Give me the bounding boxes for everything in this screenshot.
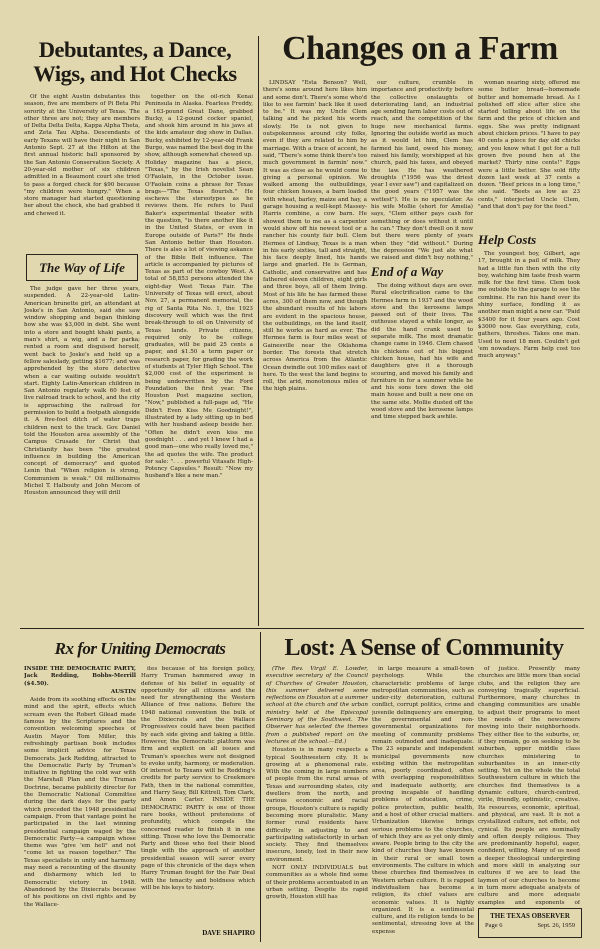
farm-text: The youngest boy, Gilbert, age 17, brought in a pail of milk. They had a little fun then with the city boy, watching him taste fresh warm milk for the first time. Clem took me outside to the garage to see the combine. He ran his hand over its shiny surface, fondling it as another man might a new car. "Paid $3400 for it four years ago. Cost $3000 now. Gas everything, cuts, gathers, threshes. Takes one man. Used to need 18 men. Couldn't get 'em nowadays. Farm help cost too much anyway." [478,251,580,360]
lost-intro: (The Rev. Virgil E. Lowder, executive secretary of the Council of Churches of Greater Houston, this summer delivered some reflections on Houston at a summer school at the church and the urban ministry held at the Episcopal Seminary of the Southwest. The Observer has selected the themes from a published report on the lectures at the school.—Ed.) [266,666,368,745]
footer-publication: THE TEXAS OBSERVER [490,912,570,920]
debutantes-headline: Debutantes, a Dance, Wigs, and Hot Checks [33,37,237,86]
debutantes-column-1 [24,94,140,250]
rx-column-2 [141,666,255,928]
section-divider-vertical-lower [260,632,261,942]
lost-not-only: NOT ONLY INDIVIDUALS but communities as a whole find some of their problems accentuated in an urban setting. Despite its rapid growth, Houston still has [266,865,368,901]
section-divider-vertical [258,36,259,626]
debutantes-column-2 [145,94,253,622]
rx-signature: DAVE SHAPIRO [202,930,255,937]
lost-column-2 [372,666,474,938]
debutantes-text: Of the eight Austin debutantes this season, five are members of Pi Beta Phi sorority at the University of Texas. The other three are not; they are members of Delta Delta Delta, Kappa Alpha Theta, and Zeta Tau Alpha. Descendants of early Texans will have their night in San Antonio Sept. 27 at the Hilton at the first annual historic ball sponsored by the San Antonio Conservation Society. A 20-year-old mother of six children admitted in a Beaumont court she tried to pass a forged check for $90 because "my children were hungry." When a store manager had started questioning her about the check, she had grabbed it and chewed it. [24,94,140,217]
rx-text: ites because of his foreign policy, Harry Truman hammered away in defense of his belief in equality of opportunity for all citizens and the need for strengthening the Western Alliance of free nations. Before the 1948 national convention the bulk of the Dixiecrats and the Wallace Progressives could have been pacified by each side giving and taking a little. However, the Democratic platform was firm and explicit on all issues and Truman's speeches were not designed to evoke unity, harmony, or moderation. Of interest to Texans will be Redding's credits for party service to Creekmore Fath, then in the national committee, and Harry Seay, Bill Kittrell, Tom Clark, and Amon Carter. INSIDE THE DEMOCRATIC PARTY is one of those rare books, without pretensions of profundity, which compels the concerned reader to finish it in one sitting. Those who love the Democratic Party and those who feel their blood tingle with the approach of another presidential season will savor every page of this chronicle of the days when Harry Truman fought for the Fair Deal with the tenacity and boldness which will be his keys to history. [141,666,255,891]
rx-dateline: AUSTIN [110,688,136,695]
farm-text: The doing without days are over. Rural electrification came to the Hermes farm in 1937 and the wood stove and the kerosene lamps passed out of their lives. The outhouse stayed a while longer, as did the hand crank used to separate milk. The most dramatic change came in 1946. Clem chased his chickens out of his biggest chicken house, had his wife and daughters give it a thorough scouring, and moved his family and furniture in for a summer while he and his sons tore down the old main house and built a new one on the same site. Mollie dusted off the wood stove and the kerosene lamps and time stepped back awhile. [371,283,473,421]
lost-column-3 [478,666,580,906]
debutantes-column-1b [24,286,140,622]
footer-box [478,908,582,938]
rx-byline: INSIDE THE DEMOCRATIC PARTY, Jack Redding, Bobbs-Merrill ($4.50). [24,666,136,687]
farm-column-3 [478,80,580,228]
lost-headline: Lost: A Sense of Community [284,635,564,661]
way-of-life-box [26,254,138,281]
footer-date: Sept. 26, 1959 [537,922,575,929]
farm-column-2 [371,80,473,260]
footer-page: Page 6 [485,922,503,929]
farm-text: LINDSAY "Esta Benson? Well, there's some around here likes him and some don't. There's some who'd like to see farmin' back like it used to be." It was my Uncle Clem talking and he picked his words slowly. He is not given to outspokenness around city folks, even if they are related to him by marriage. With a trace of accent, he said, "There's some think there's too much government in farmin' now." It was as close as he would come to giving a personal opinion. We walked among the outbuildings, four chicken houses, a barn loaded with wheat, barley, maize and hay, a garage housing a well-kept Massey-Harris combine, a cow barn. He showed them to me as a carpenter would show off his newest tool or a rancher his county fair bull. Clem Hermes of Lindsay, Texas is a man in his early sixties, tall and straight, his face deeply lined, his hands large and gnarled. He is German, Catholic, and conservative and has fathered eleven children, eight girls and three boys, all of them living. Most of his life he has farmed these acres, 300 of them now, and though the abundant results of his labors are evident in the spacious house, the outbuildings, on the land itself, still he works as hard as ever. The Hermes farm is four miles west of Gainesville near the Oklahoma border. The forests that stretch across America from the Atlantic Ocean dwindle out 100 miles east of here. To the west the land begins to roll, the arid, monotonous miles of the high plains. [263,80,367,393]
farm-headline: Changes on a Farm [282,30,558,67]
farm-text: our culture, crumble in importance and productivity before the collective onslaughts of deteriorating land, an industrial age sending farm labor costs out of reach, and the competition of the huge new mechanical farms. Ignoring the outside world as much as it would let him, Clem has farmed his land, owed his money, raised his family, worshipped at his church, paid his taxes, and obeyed the law. He has weathered droughts ("1956 was the driest year I ever saw") and capitalized on the good years ("1957 was the wettest"). He is no speculator. As his wife Mollie (short for Amelia) says, "Clem either pays cash for something or does without it until he can." They don't dwell on it now but there were plenty of years when they "did without." During the depression "We just ate what we raised and didn't buy nothing," [371,80,473,260]
rx-text: Aside from its soothing effects on the mind and the spirit, effects which scream even the Robert Gilead made famous by the Scriptures and the convention welcoming speeches of Austin Mayor Tom Miller, this refreshingly partisan book includes some implicit advice for Texas Democrats. Jack Redding, attracted to the Democratic Party by Truman's initiative in fighting the cold war with the Marshall Plan and the Truman Doctrine, became publicity director for the Democratic National Committee during the dark days for the party which preceded the 1948 presidential campaign. From that vantage point he participated in the last winning presidential campaign waged by the Democratic Party—a campaign whose theme was "give 'em hell" and not "come let us reason together." The Texas specialists in unity and harmony may need a recounting of the disunity and disharmony which led to Democratic victory in 1948. Abandoned by the Dixiecrats because of his positions on civil rights and by the Wallace- [24,697,136,908]
lost-text: in large measure a small-town psychology. While the characteristic problems of large metropolitan communities, such as under-city deterioration, cultural conflict, corrupt politics, crime and juvenile delinquency are emerging, the governmental and non-governmental organizations for meeting of community problems remain outmoded and inadequate. The 23 separate and independent municipal governments now existing within the metropolitan area, poorly coordinated, often with overlapping responsibilities and inadequate authority, are proving incapable of handling problems of education, crime, police protection, public health, and a host of other crucial matters. Urbanization likewise brings serious problems to the churches, of which they are as yet only dimly aware. People bring to the city the kind of churches they have known in their rural or small town environments. The culture in which these churches find themselves in Western urban culture. It is rapped individualism has become a religion, its chief values are economic values. It is highly organized. It is a sentimental culture, and its religion tends to be sentimental, stressing love at the expense [372,666,474,935]
lost-text: of justice. Presently many churches are little more than social clubs, and the religion they are conveying tragically superficial. Furthermore, many churches in changing communities are unable to adjust their programs to meet the needs of the newcomers moving into their neighborhoods. They either flee to the suburbs, or, if they remain, go on seeking to be suburban, upper middle class churches ministering to suburbanites in an inner-city setting. Yet on the whole the total Southwestern culture in which the churches find themselves is a dynamic culture, church-centred, virile, friendly, optimistic, creative. Its resources, economic, spiritual, and physical, are vast. It is not a crystallized culture, not effete, not cynical. Its people are nominally and often deeply religious. They are predominantly hopeful, eager, confident, willing. Many of us need a deeper theological undergirding and more skill in analyzing our cultures if we are to lead the laymen of our churches to become in turn more adequate analysts of culture and more adequate examples and exponents of [478,666,580,906]
lost-text: Houston is in many respects a typical Southwestern city. It is growing at a phenomenal rate. With the coming in large numbers of people from the rural areas of Texas and surrounding states, city dwellers from the north, and various economic and racial groups, Houston's culture is rapidly becoming more pluralistic. Many former rural residents have difficulty in adjusting to and participating satisfactorily in urban society. They find themselves insecure, lonely, lost in their new environment. [266,747,368,863]
debutantes-text: The judge gave her three years, suspended. A 22-year-old Latin-American brunette girl, an attendant at Joske's in San Antonio, said she saw window shopping and began thinking how she was $3,000 in debt. She went into a store and bought khaki pants, a man's shirt, a wig, and a fur parka; rented a room and disguised herself, went back to Joske's and held up a fellow saleslady, getting $1677; and was apprehended by the store detective when a car waiting outside wouldn't start. Eighty Latin-American children in San Antonio regularly walk 60 feet of live railroad track to school, and the city is approaching the railroad for permission to build a footpath alongside it. A five-foot ditch of water traps children next to the track. Gov. Daniel told the Houston area assembly of the Campus Crusade for Christ that Christianity has been "the greatest influence in building the American concept of democracy" and quoted Lenin that "When religion is strong, Communism is weak." Oil millionaires Michel T. Halbouty and John Mecom of Houston announced they will drill [24,286,140,497]
farm-column-1 [263,80,367,622]
rx-column-1 [24,666,136,936]
help-costs-subhead: Help Costs [478,232,537,247]
end-of-way-subhead: End of a Way [371,264,444,279]
lost-column-1 [266,666,368,938]
farm-text: woman nearing sixty, offered me some butter bread—homemade butter and homemade bread. As I polished off slice after slice she started telling about life on the farm and the price of chicken and eggs. She was pretty indignant about chicken prices. "I have to pay 40 cents a piece for day old chicks and you know what I get for a full grown five pound hen at the market? Thirty nine cents!" Eggs were a little better. She sold fifty dozen last week at 37 cents a dozen. "Beef prices in a long time," she said. "Beets as low as 23 cents," interjected Uncle Clem, "and that don't pay for the feed." [478,80,580,211]
debutantes-text: together on the oil-rich Kenai Peninsula in Alaska. Fearless Freddy, a 163-pound Great Dane, grabbed Bucky, a 12-pound cocker spaniel, and shook him around in his jaws at the kids amateur dog show in Dallas. Bucky, exhibited by 12-year-old Frank Burgo, was named the best dog in the show, although somewhat chewed up. Holiday magazine has a piece, "Texas," by the Irish novelist Sean O'Faolain, in the October issue. O'Faolain coins a phrase for Texas brags—"The Texas flourish." He eschews the stereotypes as he reviews them. He refers to Paul Baker's experimental theater with the question, "is there another like it in the United States, or even in Europe outside of Paris?" He finds San Antonio better than Houston. There is also a lot of viewing askance of the Bible Belt influence. The article is accompanied by pictures of Texas as part of the cowboy West. A total of 58,853 persons attended the eight-day West Texas Fair. The University of Texas will erect, about Nov. 27, a permanent memorial, the rig of Santa Rita No. 1, the 1923 discovery well which was the first break-through to oil on University of Texas lands. Private citizens, required only to be college graduates, will be paid 25 cents a paper, and $1.50 a term paper or research paper, for grading the work of students at Tyler High School. The $2,000 cost of the experiment is being underwritten by the Ford Foundation the first year. The Houston Post magazine section, "Now," published a full-page ad, "He Didn't Even Kiss Me Goodnight!", illustrated by a lady sitting up in bed with her husband asleep beside her. "Often he didn't even kiss me goodnight . . . and yet I knew I had a good man—one who really loved me," the ad quotes the wife. The product for sale: ". . . powerful Vitasafe High-Potency Capsules." Result: "Now my husband's like a new man." [145,94,253,480]
farm-column-3b [478,251,580,622]
section-divider-horizontal [20,628,584,629]
farm-column-2b [371,283,473,622]
rx-headline: Rx for Uniting Democrats [54,639,226,658]
way-of-life-label: The Way of Life [39,259,125,275]
